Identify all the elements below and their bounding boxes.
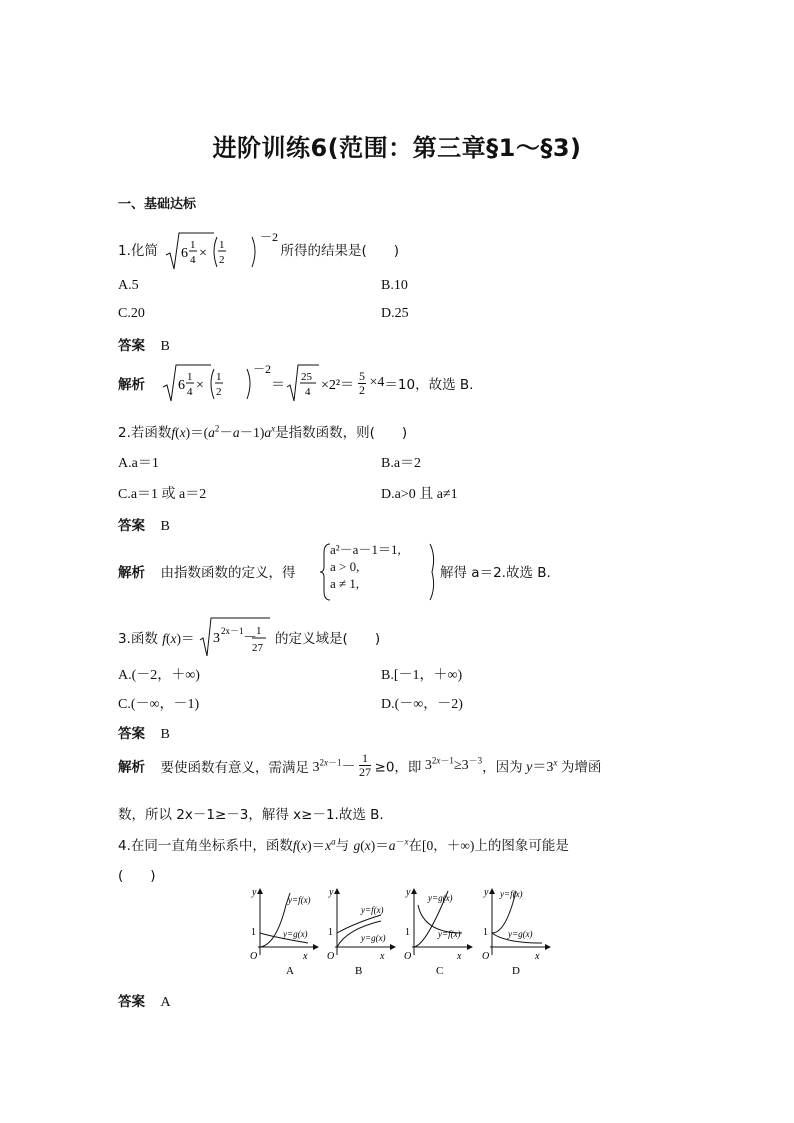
svg-text:1: 1 [483, 927, 488, 938]
svg-text:1: 1 [255, 625, 262, 637]
svg-text:4: 4 [304, 386, 310, 398]
question-2: 2.若函数$f(x)=(a^2-a-1)a^x$是指数函数，则( ) [118, 423, 408, 441]
q3-prefix: 3.函数 [118, 631, 158, 647]
svg-text:27: 27 [251, 642, 263, 654]
svg-text:×: × [195, 378, 204, 393]
q2-answer [118, 514, 170, 535]
svg-text:O: O [250, 951, 258, 962]
q2-analysis [118, 561, 296, 582]
svg-text:1: 1 [405, 927, 410, 938]
svg-text:y: y [252, 887, 257, 898]
q2-answer-value: B [160, 519, 170, 534]
q2-system-eq1: a²－a－1＝1, [330, 542, 401, 557]
graph-b-top-label: y=f(x) [361, 905, 384, 915]
q3-analysis: 解析 要使函数有意义，需满足 $3^{2x-1}-$ $\frac{1}{27}$ ≥0，即 $3^{2x-1}\ge 3^{-3}$，因为 $y=3^x$ 为增函 [118, 751, 602, 779]
graph-c-bottom-label: y=f(x) [438, 929, 461, 939]
q3-frac-1-27: $\frac{1}{27}$ [359, 751, 372, 779]
svg-text:6: 6 [181, 246, 189, 261]
q2-middle: 是指数函数，则( ) [275, 425, 408, 441]
q1-expression [164, 230, 279, 271]
svg-text:×2²＝: ×2²＝ [320, 378, 354, 393]
q1-option-b: B.10 [381, 278, 408, 293]
q3-sqrt-expression [199, 616, 271, 658]
analysis-label: 解析 [118, 565, 145, 581]
q1-answer-value: B [160, 339, 170, 354]
q1-analysis: 解析 6 1 4 × 1 2 －2 ＝ 25 4 ×2²＝ $\frac{5}{2}$ ×4＝10，故选 B. [118, 361, 473, 405]
q2-analysis-tail: 解得 a＝2.故选 B. [440, 565, 551, 581]
question-4: 4.在同一直角坐标系中，函数$f(x)=x^a$与 $g(x)=a^{-x}$在[0，＋∞)上的图象可能是 [118, 836, 569, 854]
svg-text:O: O [482, 951, 490, 962]
graph-b [327, 887, 395, 977]
graph-d-label: D [512, 965, 520, 977]
q3-analysis-head: 要使函数有意义，需满足 [160, 759, 309, 776]
q1-answer [118, 334, 170, 355]
q4-answer [118, 990, 171, 1011]
q2-analysis-head: 由指数函数的定义，得 [160, 565, 296, 581]
question-3: 3.函数 f(x)＝ 3 2x－1 － 1 27 的定义域是( ) [118, 616, 380, 658]
q1-option-d: D.25 [381, 306, 409, 321]
q3-option-a: A.(－2，＋∞) [118, 668, 200, 683]
svg-text:2: 2 [215, 386, 221, 398]
svg-text:25: 25 [300, 371, 312, 383]
q4-text2: 上的图象可能是 [474, 838, 569, 854]
graph-d-bottom-label: y=g(x) [508, 929, 533, 939]
svg-text:O: O [327, 951, 335, 962]
q3-analysis-line2: 数，所以 2x－1≥－3，解得 x≥－1.故选 B. [118, 807, 384, 823]
svg-text:1: 1 [251, 927, 256, 938]
svg-text:x: x [457, 951, 462, 962]
graph-a-label: A [286, 965, 294, 977]
q2-system-eq3: a ≠ 1, [330, 576, 360, 591]
q3-suffix: 的定义域是( ) [275, 631, 381, 647]
svg-text:×: × [199, 246, 208, 261]
svg-text:2: 2 [219, 254, 225, 266]
q2-option-d: D.a>0 且 a≠1 [381, 487, 458, 502]
graph-c [404, 887, 472, 977]
svg-text:6: 6 [177, 378, 185, 393]
graph-d [482, 887, 550, 977]
svg-text:y: y [484, 887, 489, 898]
q1-option-a: A.5 [118, 278, 139, 293]
q2-system-eq2: a > 0, [330, 559, 360, 574]
q2-option-a: A.a＝1 [118, 456, 159, 471]
q4-answer-value: A [160, 995, 171, 1010]
answer-label: 答案 [118, 338, 145, 354]
q3-option-d: D.(－∞，－2) [381, 697, 463, 712]
q1-analysis-tail: ＝10，故选 B. [384, 377, 474, 393]
svg-text:y: y [329, 887, 334, 898]
graph-b-label: B [355, 965, 363, 977]
analysis-label: 解析 [118, 377, 145, 393]
graph-a-bottom-label: y=g(x) [283, 929, 308, 939]
graph-d-top-label: y=f(x) [500, 889, 523, 899]
q2-option-c: C.a＝1 或 a＝2 [118, 487, 207, 502]
graph-b-bottom-label: y=g(x) [361, 933, 386, 943]
svg-text:1: 1 [190, 239, 196, 251]
q3-analysis-mid3: 为增函 [560, 759, 602, 776]
answer-label: 答案 [118, 518, 145, 534]
svg-text:1: 1 [215, 371, 221, 383]
q3-answer-value: B [160, 727, 170, 742]
section-heading: 一、基础达标 [118, 197, 197, 212]
graph-c-top-label: y=g(x) [428, 893, 453, 903]
q1-analysis-expression [161, 361, 354, 405]
q3-option-b: B.[－1，＋∞) [381, 668, 463, 683]
svg-text:1: 1 [219, 239, 225, 251]
svg-text:－2: －2 [260, 230, 279, 244]
svg-text:x: x [380, 951, 385, 962]
svg-text:x: x [535, 951, 540, 962]
answer-label: 答案 [118, 994, 145, 1010]
q1-prefix: 1.化简 [118, 243, 158, 259]
page-title: 进阶训练6(范围：第三章§1～§3) [212, 134, 582, 162]
q2-option-b: B.a＝2 [381, 456, 422, 471]
svg-text:－2: －2 [252, 362, 271, 376]
svg-text:4: 4 [186, 386, 192, 398]
svg-text:1: 1 [328, 927, 333, 938]
svg-text:4: 4 [190, 254, 196, 266]
q2-prefix: 2.若函数 [118, 425, 172, 441]
q3-analysis-mid2: ，因为 [482, 759, 523, 776]
q4-text: 4.在同一直角坐标系中，函数 [118, 838, 293, 854]
q1-frac-5-2: $\frac{5}{2}$ [359, 368, 365, 397]
q3-answer [118, 722, 170, 743]
svg-text:x: x [303, 951, 308, 962]
graph-a [250, 887, 318, 977]
answer-label: 答案 [118, 726, 145, 742]
question-1 [118, 231, 399, 271]
svg-text:y: y [406, 887, 411, 898]
q3-analysis-mid: ≥0，即 [374, 759, 422, 776]
svg-text:＝: ＝ [270, 378, 285, 393]
svg-text:2x－1: 2x－1 [220, 626, 244, 636]
svg-text:1: 1 [186, 371, 192, 383]
q4-paren: ( ) [118, 868, 156, 884]
q3-option-c: C.(－∞，－1) [118, 697, 200, 712]
graph-c-label: C [436, 965, 444, 977]
svg-text:O: O [404, 951, 412, 962]
svg-text:3: 3 [212, 631, 220, 646]
svg-text:－: － [242, 631, 257, 646]
q4-graphs [240, 885, 560, 980]
q2-system [330, 541, 401, 592]
q1-option-c: C.20 [118, 306, 145, 321]
analysis-label: 解析 [118, 759, 145, 776]
graph-a-top-label: y=f(x) [288, 895, 311, 905]
q1-suffix: 所得的结果是( ) [280, 243, 400, 259]
